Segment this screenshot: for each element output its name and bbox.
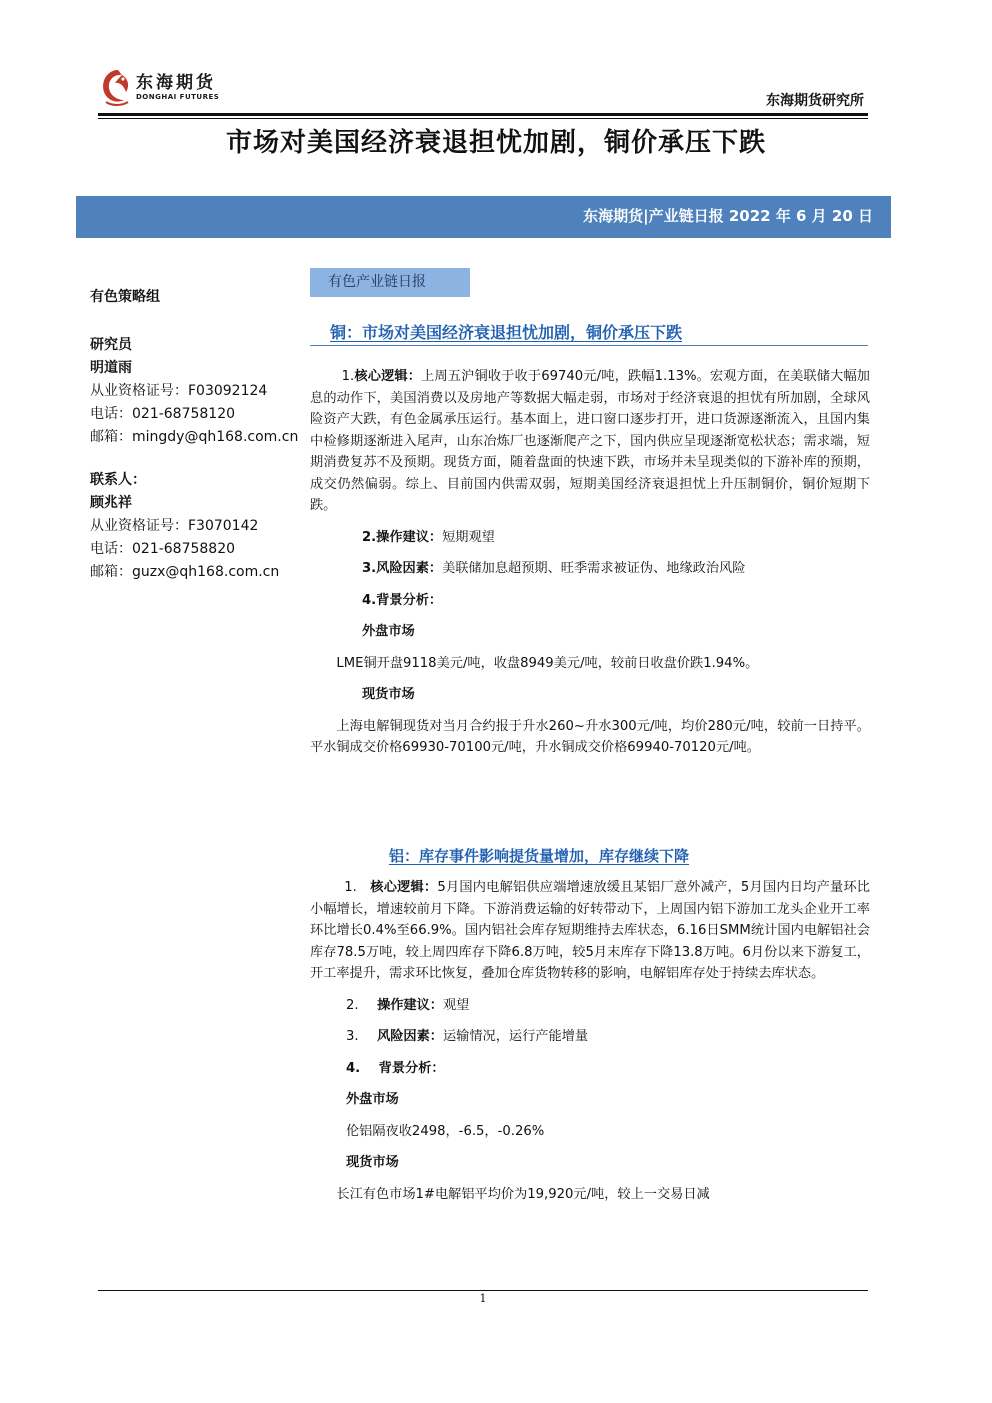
aluminum-risk-label: 风险因素： <box>377 1029 443 1044</box>
copper-operation <box>310 527 870 549</box>
copper-background-label: 4.背景分析： <box>362 592 443 608</box>
aluminum-body <box>310 877 870 1205</box>
copper-body <box>310 366 870 759</box>
researcher-email: 邮箱：mingdy@qh168.com.cn <box>90 429 299 445</box>
researcher-license: 从业资格证号：F03092124 <box>90 383 268 399</box>
aluminum-operation <box>310 995 870 1017</box>
researcher-phone: 电话：021-68758120 <box>90 406 236 422</box>
aluminum-op-text: 观望 <box>443 997 470 1013</box>
company-logo <box>98 66 258 110</box>
footer-divider <box>98 1290 868 1291</box>
copper-heading-rule <box>310 345 868 346</box>
aluminum-risk-num: 3. <box>346 1029 359 1044</box>
section-tag: 有色产业链日报 <box>310 268 470 297</box>
copper-risk-text: 美联储加息超预期、旺季需求被证伪、地缘政治风险 <box>442 561 746 576</box>
copper-logic <box>310 366 870 517</box>
aluminum-risk <box>310 1026 870 1048</box>
contact-label: 联系人： <box>90 472 146 488</box>
report-banner <box>76 196 891 238</box>
aluminum-spot-text: 长江有色市场1#电解铝平均价为19,920元/吨，较上一交易日减 <box>336 1186 710 1202</box>
contact-license: 从业资格证号：F3070142 <box>90 518 259 534</box>
aluminum-risk-text: 运输情况，运行产能增量 <box>443 1029 589 1044</box>
copper-spot-label: 现货市场 <box>362 687 415 702</box>
aluminum-logic-text: 5月国内电解铝供应端增速放缓且某铝厂意外减产，5月国内日均产量环比小幅增长，增速较前月下降。下游消费运输的好转带动下，上周国内铝下游加工龙头企业开工率环比增长0.4%至66.9%。国内铝社会库存短期维持去库状态，6.16日SMM统计国内电解铝社会库存78.5万吨，较上周四库存下降6.8万吨，较5月末库存下降13.8万吨。6月份以来下游复工，开工率提升，需求环比恢复，叠加仓库货物转移的影响，电解铝库存处于持续去库状态。 <box>310 880 870 981</box>
contact-name: 顾兆祥 <box>90 495 132 511</box>
page-title: 市场对美国经济衰退担忧加剧，铜价承压下跌 <box>225 128 766 158</box>
aluminum-outer-label: 外盘市场 <box>346 1092 399 1107</box>
header-divider-thin <box>98 118 868 119</box>
logo-english-name: DONGHAI FUTURES <box>136 93 220 101</box>
aluminum-background <box>310 1058 870 1080</box>
aluminum-logic <box>310 877 870 985</box>
team-name: 有色策略组 <box>90 289 160 305</box>
aluminum-logic-label: 核心逻辑： <box>370 880 438 895</box>
aluminum-op-num: 2. <box>346 997 359 1013</box>
copper-outer-label: 外盘市场 <box>362 624 415 639</box>
aluminum-logic-num: 1. <box>344 880 357 895</box>
aluminum-outer-text: 伦铝隔夜收2498，-6.5，-0.26% <box>346 1123 545 1139</box>
copper-heading: 铜：市场对美国经济衰退担忧加剧，铜价承压下跌 <box>330 323 683 342</box>
copper-logic-text: 上周五沪铜收于收于69740元/吨，跌幅1.13%。宏观方面，在美联储大幅加息的动作下，美国消费以及房地产等数据大幅走弱，市场对于经济衰退的担忧有所加剧，全球风险资产大跌，有色金属承压运行。基本面上，进口窗口逐步打开，进口货源逐渐流入，且国内集中检修期逐渐进入尾声，山东冶炼厂也逐渐爬产之下，国内供应呈现逐渐宽松状态；需求端，短期消费复苏不及预期。现货方面，随着盘面的快速下跌，市场并未呈现类似的下游补库的预期，成交仍然偏弱。综上、目前国内供需双弱，短期美国经济衰退担忧上升压制铜价，铜价短期下跌。 <box>310 369 870 513</box>
aluminum-bg-label: 背景分析： <box>378 1060 445 1076</box>
dragon-logo-icon <box>98 66 134 108</box>
copper-outer-text: LME铜开盘9118美元/吨，收盘8949美元/吨，较前日收盘价跌1.94%。 <box>336 655 759 671</box>
contact-phone: 电话：021-68758820 <box>90 541 236 557</box>
researcher-label: 研究员 <box>90 337 132 353</box>
institute-name: 东海期货研究所 <box>766 93 864 109</box>
copper-risk-label: 3.风险因素： <box>362 561 443 576</box>
copper-spot-text: 上海电解铜现货对当月合约报于升水260~升水300元/吨，均价280元/吨，较前一日持平。平水铜成交价格69930-70100元/吨，升水铜成交价格69940-70120元/吨。 <box>310 718 870 755</box>
copper-op-text: 短期观望 <box>442 529 495 545</box>
logo-chinese-name: 东海期货 <box>136 73 216 93</box>
aluminum-bg-num: 4. <box>346 1060 361 1076</box>
banner-text: 东海期货|产业链日报 2022 年 6 月 20 日 <box>583 207 873 225</box>
author-sidebar <box>90 286 310 584</box>
copper-logic-num: 1. <box>341 369 355 384</box>
contact-email: 邮箱：guzx@qh168.com.cn <box>90 564 280 580</box>
researcher-name: 明道雨 <box>90 360 132 376</box>
aluminum-op-label: 操作建议： <box>377 997 443 1013</box>
header-divider <box>98 113 868 116</box>
copper-logic-label: 核心逻辑： <box>354 369 422 384</box>
aluminum-spot-label: 现货市场 <box>346 1155 399 1170</box>
copper-op-label: 2.操作建议： <box>362 529 443 545</box>
aluminum-heading: 铝：库存事件影响提货量增加，库存继续下降 <box>388 847 689 865</box>
page-number: 1 <box>479 1292 487 1305</box>
copper-risk <box>310 558 870 580</box>
